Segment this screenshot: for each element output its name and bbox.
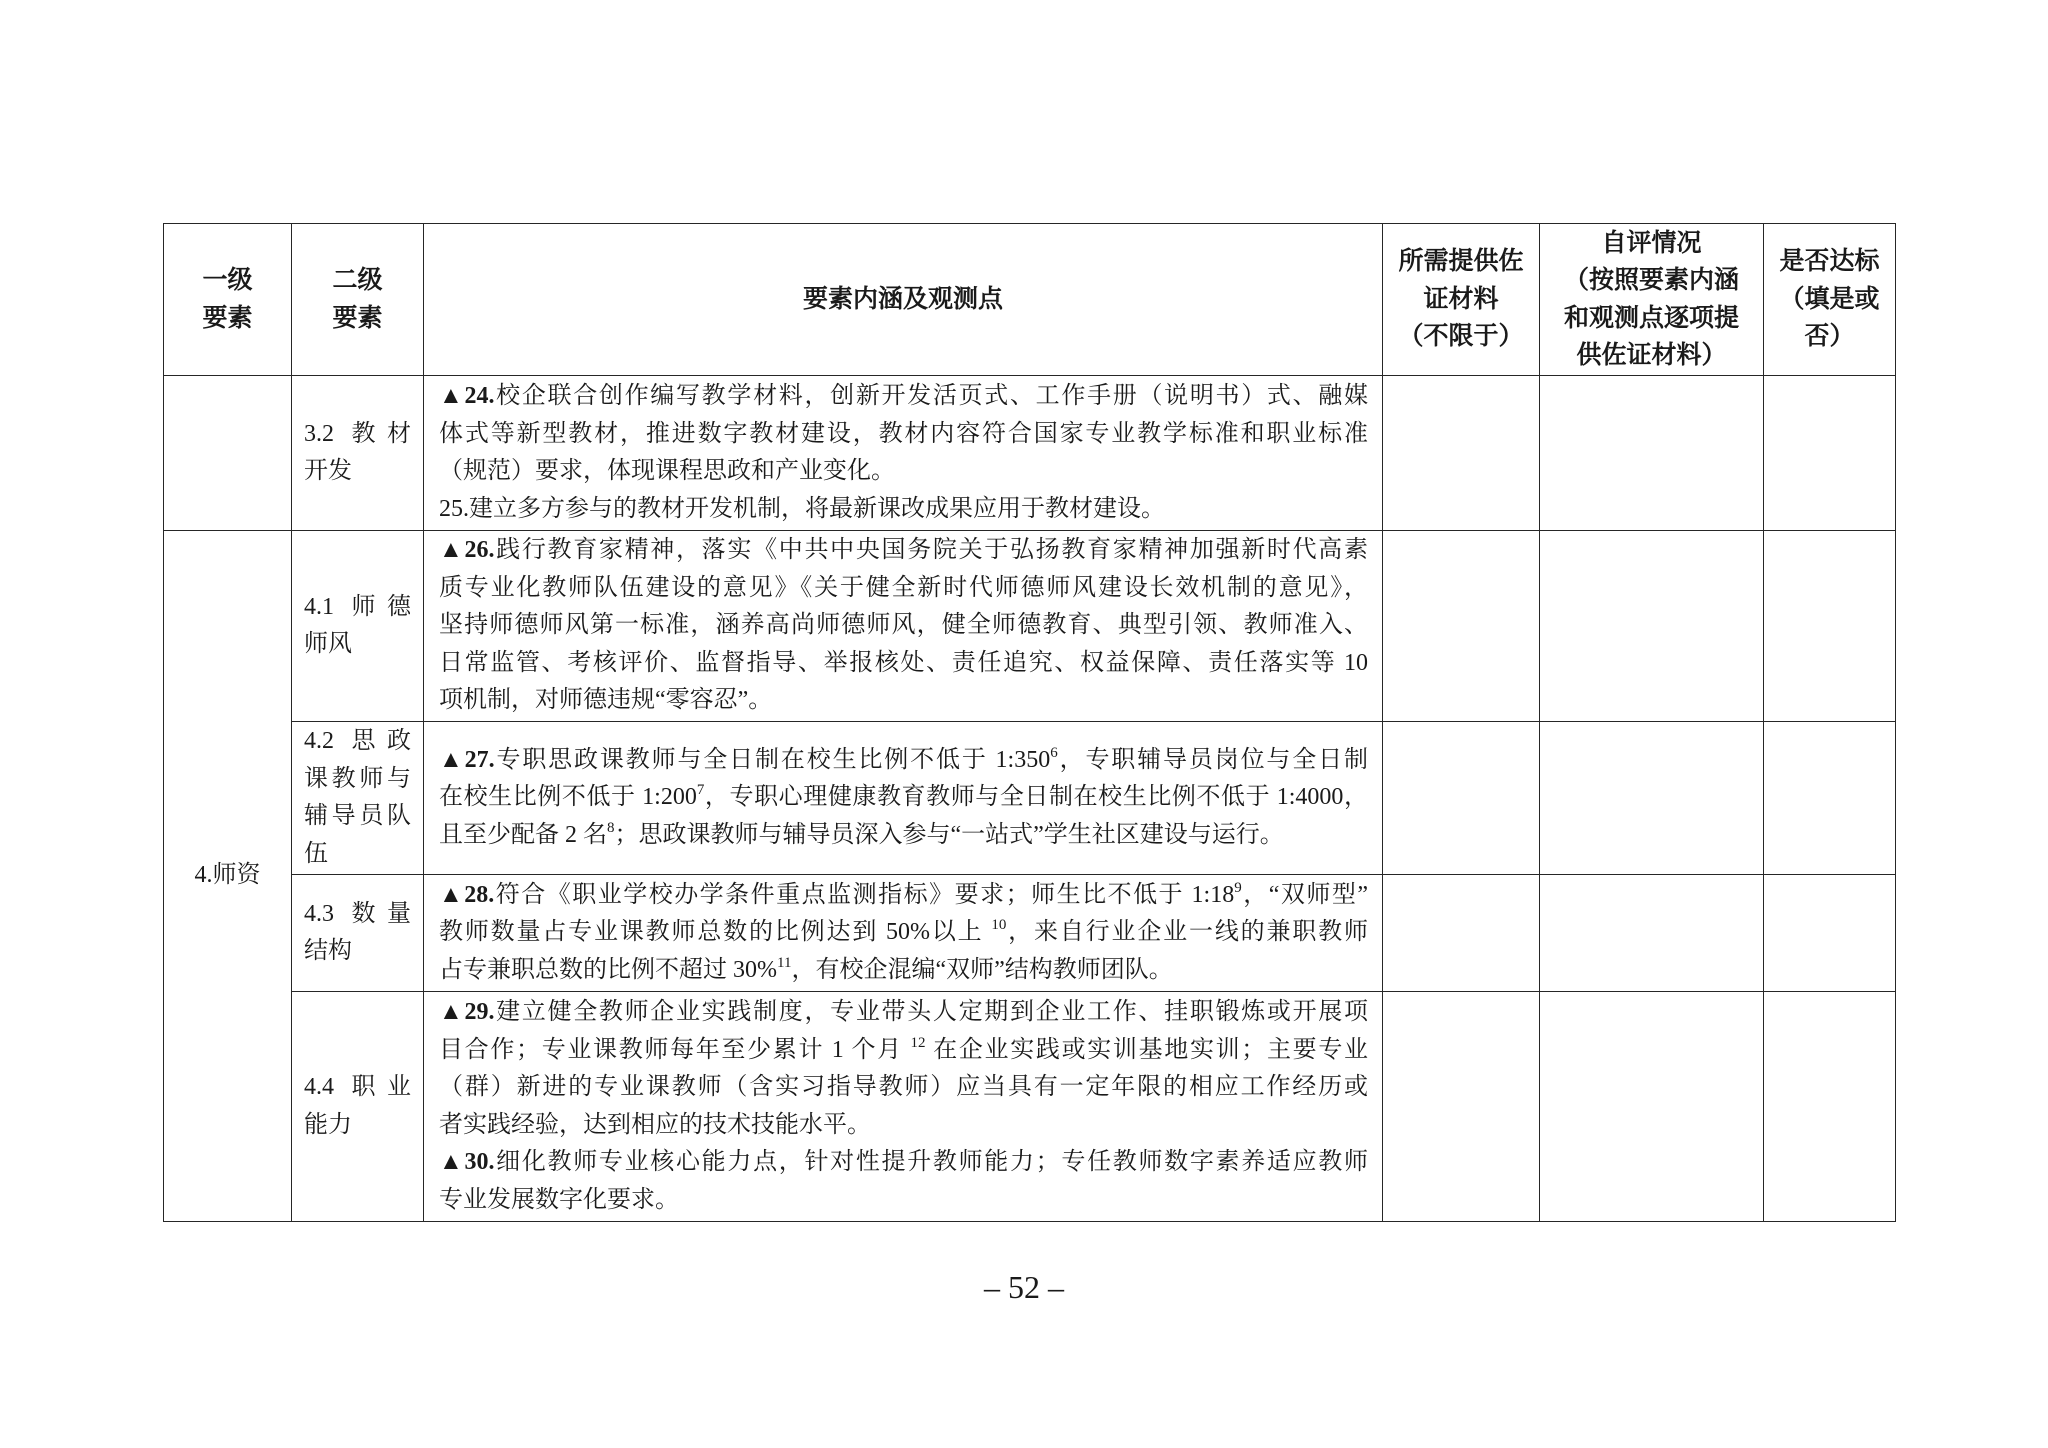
- table-row: [164, 531, 1896, 722]
- level2-line: 开发: [304, 458, 352, 484]
- item-marker: ▲29.: [439, 999, 495, 1025]
- header-line: 二级: [332, 267, 383, 294]
- level2-cell: [292, 992, 424, 1222]
- header-line: 一级: [202, 267, 253, 294]
- item-marker: ▲26.: [439, 537, 495, 564]
- table-row: [164, 376, 1896, 531]
- header-line: 要素: [202, 304, 253, 332]
- header-line: 要素: [332, 304, 383, 332]
- footnote-ref: 6: [1050, 744, 1058, 761]
- header-line: 所需提供佐: [1398, 248, 1524, 276]
- header-line: （不限于）: [1398, 323, 1524, 351]
- content-line: [439, 491, 1368, 529]
- evidence-cell: [1383, 875, 1540, 992]
- content-text: ，有校企混编“双师”结构教师团队。: [791, 956, 1173, 983]
- content-cell: [424, 722, 1383, 875]
- header-line: （填是或: [1779, 285, 1880, 313]
- level2-line: 伍: [304, 840, 328, 867]
- content-text: 专职思政课教师与全日制在校生比例不低于 1:350: [494, 746, 1051, 773]
- content-paragraph: [439, 994, 1368, 1144]
- header-level2-element: [292, 224, 424, 376]
- meets-standard-cell: [1764, 531, 1896, 722]
- content-text: 在企业实践或实训基地实训；主要专业: [925, 1036, 1369, 1063]
- content-cell: [424, 992, 1383, 1222]
- content-text: （规范）要求，体现课程思政和产业变化。: [439, 458, 895, 484]
- header-line: 否）: [1804, 323, 1855, 351]
- footnote-ref: 7: [696, 782, 705, 799]
- content-text: 坚持师德师风第一标准，涵养高尚师德师风，健全师德教育、典型引领、教师准入、: [439, 612, 1368, 639]
- content-cell: [424, 531, 1383, 722]
- level2-line: 4.1 师德: [304, 593, 411, 620]
- content-text: 在校生比例不低于 1:200: [439, 784, 697, 811]
- self-evaluation-cell: [1540, 376, 1764, 531]
- content-text: 且至少配备 2 名: [439, 821, 607, 848]
- content-line: [439, 570, 1368, 608]
- meets-standard-cell: [1764, 875, 1896, 992]
- content-text: 校企联合创作编写教学材料，创新开发活页式、工作手册（说明书）式、融媒: [494, 383, 1368, 409]
- content-line: [439, 645, 1368, 683]
- level2-line: 辅导员队: [304, 803, 411, 829]
- content-line: [439, 877, 1368, 915]
- content-line: [439, 1144, 1368, 1182]
- header-line: 要素内涵及观测点: [802, 285, 1003, 313]
- content-line: [439, 994, 1368, 1032]
- level2-cell: [292, 722, 424, 875]
- footnote-ref: 9: [1234, 879, 1242, 896]
- item-marker: ▲28.: [439, 881, 495, 908]
- evidence-cell: [1383, 531, 1540, 722]
- content-text: 体式等新型教材，推进数字教材建设，教材内容符合国家专业教学标准和职业标准: [439, 420, 1368, 447]
- level2-cell: [292, 875, 424, 992]
- header-line: 证材料: [1423, 285, 1499, 313]
- content-line: [439, 1107, 1368, 1145]
- content-cell: [424, 875, 1383, 992]
- content-line: [439, 682, 1368, 720]
- content-text: 质专业化教师队伍建设的意见》《关于健全新时代师德师风建设长效机制的意见》，: [439, 574, 1368, 601]
- content-text: 符合《职业学校办学条件重点监测指标》要求；师生比不低于 1:18: [494, 881, 1235, 908]
- content-line: [439, 532, 1368, 570]
- content-line: [439, 453, 1368, 491]
- header-level1-element: [164, 224, 292, 376]
- meets-standard-cell: [1764, 992, 1896, 1222]
- self-evaluation-cell: [1540, 722, 1764, 875]
- item-marker: ▲30.: [439, 1149, 495, 1175]
- content-paragraph: [439, 1144, 1368, 1219]
- table-row: [164, 992, 1896, 1222]
- level1-cell: [164, 531, 292, 1222]
- evidence-cell: [1383, 376, 1540, 531]
- table-row: [164, 875, 1896, 992]
- level2-cell: [292, 531, 424, 722]
- evaluation-table: [163, 223, 1896, 1222]
- content-line: [439, 779, 1368, 817]
- footnote-ref: 8: [607, 819, 615, 836]
- content-text: （群）新进的专业课教师（含实习指导教师）应当具有一定年限的相应工作经历或: [439, 1074, 1368, 1100]
- content-line: [439, 817, 1368, 855]
- content-line: [439, 1182, 1368, 1220]
- item-marker: ▲27.: [439, 746, 495, 773]
- self-evaluation-cell: [1540, 875, 1764, 992]
- content-line: [439, 952, 1368, 990]
- content-paragraph: [439, 877, 1368, 990]
- level2-line: 结构: [304, 938, 352, 964]
- level2-cell: [292, 376, 424, 531]
- footnote-ref: 12: [910, 1034, 926, 1051]
- level2-line: 师风: [304, 631, 352, 657]
- content-paragraph: [439, 532, 1368, 720]
- footnote-ref: 10: [991, 917, 1007, 934]
- level2-line: 3.2 教材: [304, 420, 411, 447]
- header-line: （按照要素内涵: [1563, 267, 1739, 294]
- content-text: ，专职辅导员岗位与全日制: [1057, 746, 1368, 773]
- meets-standard-cell: [1764, 376, 1896, 531]
- table-body: [164, 376, 1896, 1222]
- content-text: 目合作；专业课教师每年至少累计 1 个月: [439, 1036, 911, 1063]
- content-line: [439, 914, 1368, 952]
- content-paragraph: [439, 378, 1368, 491]
- level2-line: 4.4 职业: [304, 1074, 411, 1100]
- content-line: [439, 607, 1368, 645]
- content-paragraph: [439, 742, 1368, 855]
- content-paragraph: [439, 491, 1368, 529]
- content-line: [439, 416, 1368, 454]
- level2-line: 4.2 思政: [304, 728, 411, 754]
- content-text: 项机制，对师德违规“零容忍”。: [439, 687, 773, 714]
- level2-line: 课教师与: [304, 765, 411, 792]
- level2-line: 4.3 数量: [304, 900, 411, 927]
- content-text: 占专兼职总数的比例不超过 30%: [439, 956, 777, 983]
- header-content-checkpoints: [424, 224, 1383, 376]
- header-required-evidence: [1383, 224, 1540, 376]
- header-self-evaluation: [1540, 224, 1764, 376]
- footnote-ref: 11: [777, 954, 792, 971]
- header-line: 自评情况: [1601, 229, 1702, 257]
- self-evaluation-cell: [1540, 531, 1764, 722]
- evidence-cell: [1383, 992, 1540, 1222]
- level1-cell: [164, 376, 292, 531]
- header-line: 和观测点逐项提: [1563, 304, 1739, 332]
- content-text: 践行教育家精神，落实《中共中央国务院关于弘扬教育家精神加强新时代高素: [494, 537, 1368, 564]
- content-text: 日常监管、考核评价、监督指导、举报核处、责任追究、权益保障、责任落实等 10: [439, 649, 1368, 676]
- level1-label: 4.师资: [194, 862, 261, 889]
- content-text: 教师数量占专业课教师总数的比例达到 50%以上: [439, 919, 992, 946]
- content-text: ；思政课教师与辅导员深入参与“一站式”学生社区建设与运行。: [614, 821, 1284, 848]
- content-text: ，“双师型”: [1241, 881, 1368, 908]
- content-text: 者实践经验，达到相应的技术技能水平。: [439, 1111, 871, 1138]
- page-number: – 52 –: [984, 1269, 1064, 1305]
- header-meets-standard: [1764, 224, 1896, 376]
- header-row: [164, 224, 1896, 376]
- evidence-cell: [1383, 722, 1540, 875]
- content-line: [439, 1032, 1368, 1070]
- content-line: [439, 1069, 1368, 1107]
- item-marker: ▲24.: [439, 383, 495, 409]
- content-line: [439, 378, 1368, 416]
- level2-line: 能力: [304, 1111, 352, 1138]
- header-line: 供佐证材料）: [1576, 342, 1727, 369]
- table-row: [164, 722, 1896, 875]
- meets-standard-cell: [1764, 722, 1896, 875]
- content-text: ，来自行业企业一线的兼职教师: [1006, 919, 1368, 946]
- content-line: [439, 742, 1368, 780]
- content-cell: [424, 376, 1383, 531]
- content-text: 建立健全教师企业实践制度，专业带头人定期到企业工作、挂职锻炼或开展项: [494, 999, 1368, 1025]
- header-line: 是否达标: [1779, 248, 1880, 276]
- content-text: 细化教师专业核心能力点，针对性提升教师能力；专任教师数字素养适应教师: [494, 1149, 1368, 1175]
- content-text: 25.建立多方参与的教材开发机制，将最新课改成果应用于教材建设。: [439, 495, 1165, 522]
- table-header: [164, 224, 1896, 376]
- self-evaluation-cell: [1540, 992, 1764, 1222]
- content-text: ，专职心理健康教育教师与全日制在校生比例不低于 1:4000，: [704, 784, 1368, 811]
- content-text: 专业发展数字化要求。: [439, 1186, 679, 1213]
